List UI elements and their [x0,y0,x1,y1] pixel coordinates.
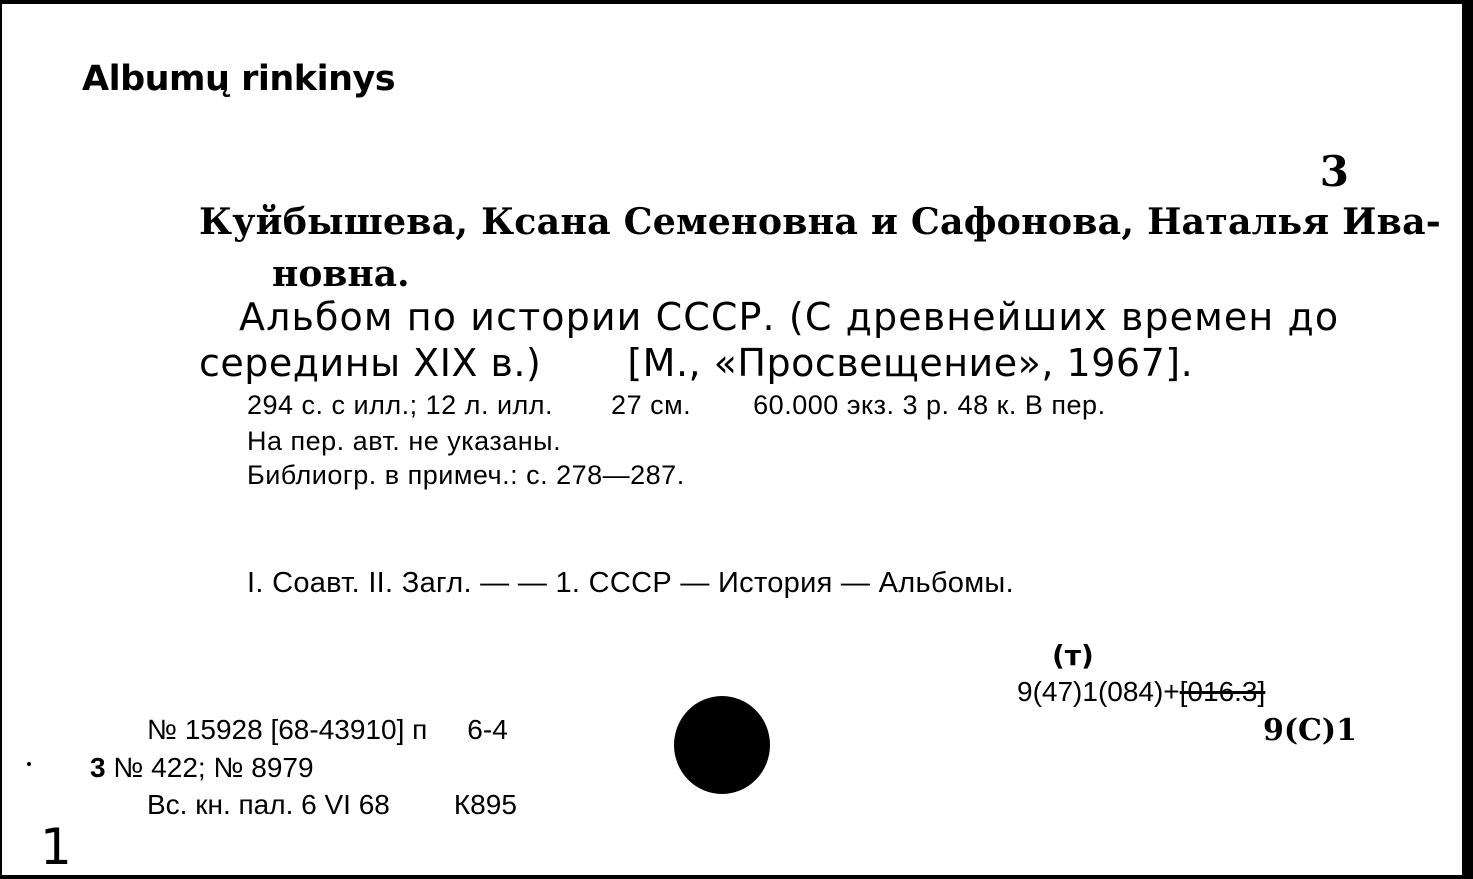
imprint: [М., «Просвещение», 1967]. [627,341,1194,385]
handwritten-note: Albumų rinkinys [82,59,396,99]
record-number-line [147,716,508,744]
physical-description [247,392,1106,419]
classification-struck: [016.3] [1179,676,1266,707]
note-bibliography: Библиогр. в примеч.: с. 278—287. [247,460,685,490]
order-numbers: № 422; № 8979 [113,752,314,783]
title-line-1: Альбом по истории СССР. (С древнейших времен до [239,295,1340,339]
record-number: № 15928 [68-43910] п [147,714,428,745]
record-code: 6-4 [467,714,508,745]
pagination: 294 с. с илл.; 12 л. илл. [247,390,554,420]
chamber-code: К895 [453,789,517,820]
title-line-2 [199,341,1194,385]
classification-index [1017,678,1265,706]
chamber-date: Вс. кн. пал. 6 VI 68 [147,789,390,820]
speck [27,762,31,766]
dimensions: 27 см. [611,390,692,420]
order-number-line [90,754,314,782]
ink-blot [674,696,770,794]
note-authors: На пер. авт. не указаны. [247,426,562,456]
title-part: середины XIX в.) [199,341,542,385]
card-number: 3 [1319,147,1349,196]
tracings: I. Соавт. II. Загл. — — 1. СССР — История — Альбомы. [247,567,1014,599]
author-line-2: новна. [272,253,410,295]
order-lead: 3 [90,752,106,783]
copies-price: 60.000 экз. 3 р. 48 к. В пер. [753,390,1106,420]
classification-main: 9(47)1(084)+ [1017,676,1180,707]
chamber-line [147,791,517,819]
class-mark: (т) [1052,639,1094,672]
corner-handwritten-number: 1 [40,818,72,876]
author-line-1: Куйбышева, Ксана Семеновна и Сафонова, Наталья Ива- [199,200,1442,243]
classification-secondary: 9(С)1 [1262,713,1357,748]
